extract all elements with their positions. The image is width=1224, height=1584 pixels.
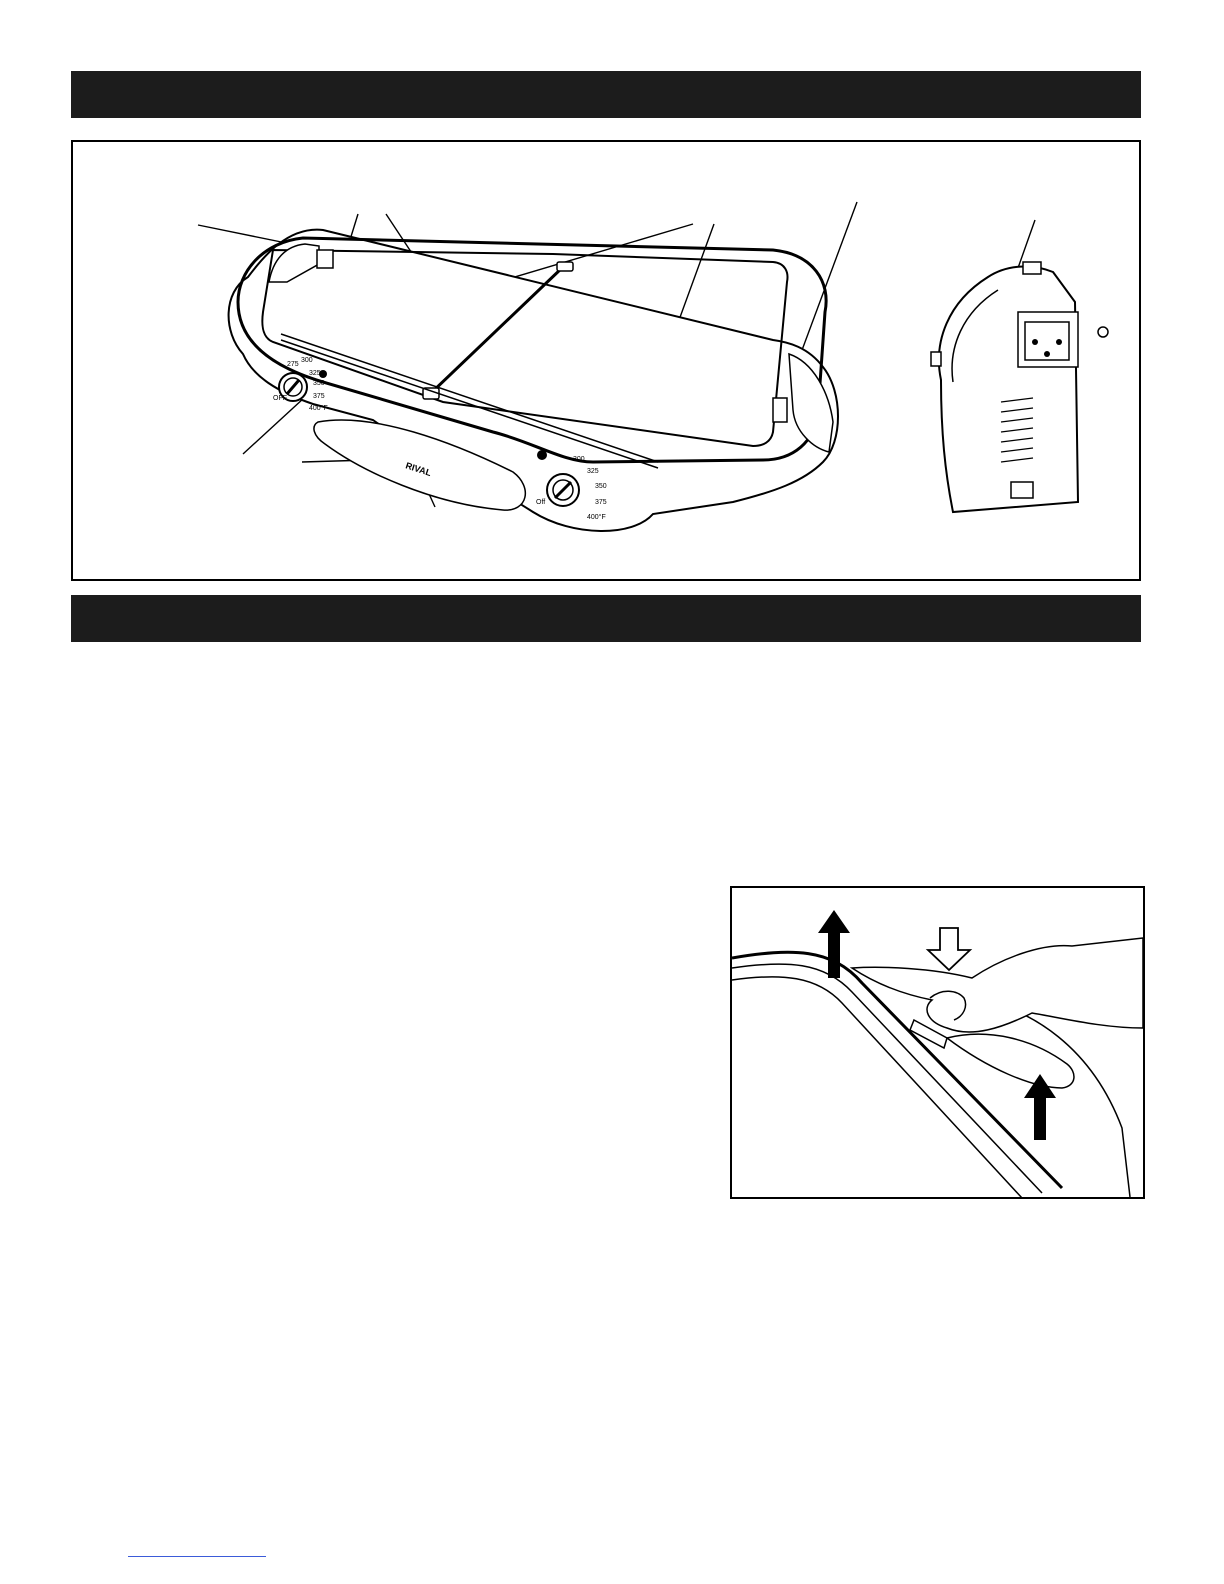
brand-logo: RIVAL bbox=[404, 460, 433, 479]
svg-text:275: 275 bbox=[287, 361, 299, 368]
svg-text:400°F: 400°F bbox=[587, 514, 606, 521]
handle-grip bbox=[947, 1034, 1074, 1088]
svg-text:325: 325 bbox=[309, 370, 321, 377]
right-indicator-light bbox=[537, 450, 547, 460]
svg-text:350: 350 bbox=[595, 483, 607, 490]
footer-link-underline bbox=[128, 1556, 266, 1557]
svg-text:300: 300 bbox=[573, 456, 585, 463]
svg-text:325: 325 bbox=[587, 468, 599, 475]
svg-text:OFF: OFF bbox=[273, 395, 287, 402]
side-view-foot bbox=[1011, 482, 1033, 498]
divider-clip-top bbox=[557, 262, 573, 271]
svg-text:300: 300 bbox=[301, 357, 313, 364]
svg-text:400°F: 400°F bbox=[309, 405, 328, 412]
section-header-bar-1 bbox=[71, 71, 1141, 118]
griddle-illustration bbox=[73, 142, 1139, 579]
section-header-bar-2 bbox=[71, 595, 1141, 642]
left-latch bbox=[317, 250, 333, 268]
storage-clip bbox=[1023, 262, 1041, 274]
divider-removal-inset bbox=[730, 886, 1145, 1199]
griddle-side-view bbox=[931, 262, 1108, 512]
callout-line-storage-clip bbox=[1018, 220, 1035, 268]
svg-text:375: 375 bbox=[595, 499, 607, 506]
press-down-arrow bbox=[928, 928, 970, 970]
svg-text:375: 375 bbox=[313, 393, 325, 400]
divider-removal-illustration bbox=[732, 888, 1143, 1197]
svg-text:350: 350 bbox=[313, 380, 325, 387]
svg-text:Off: Off bbox=[536, 499, 546, 506]
right-latch bbox=[773, 398, 787, 422]
griddle-parts-diagram bbox=[71, 140, 1141, 581]
